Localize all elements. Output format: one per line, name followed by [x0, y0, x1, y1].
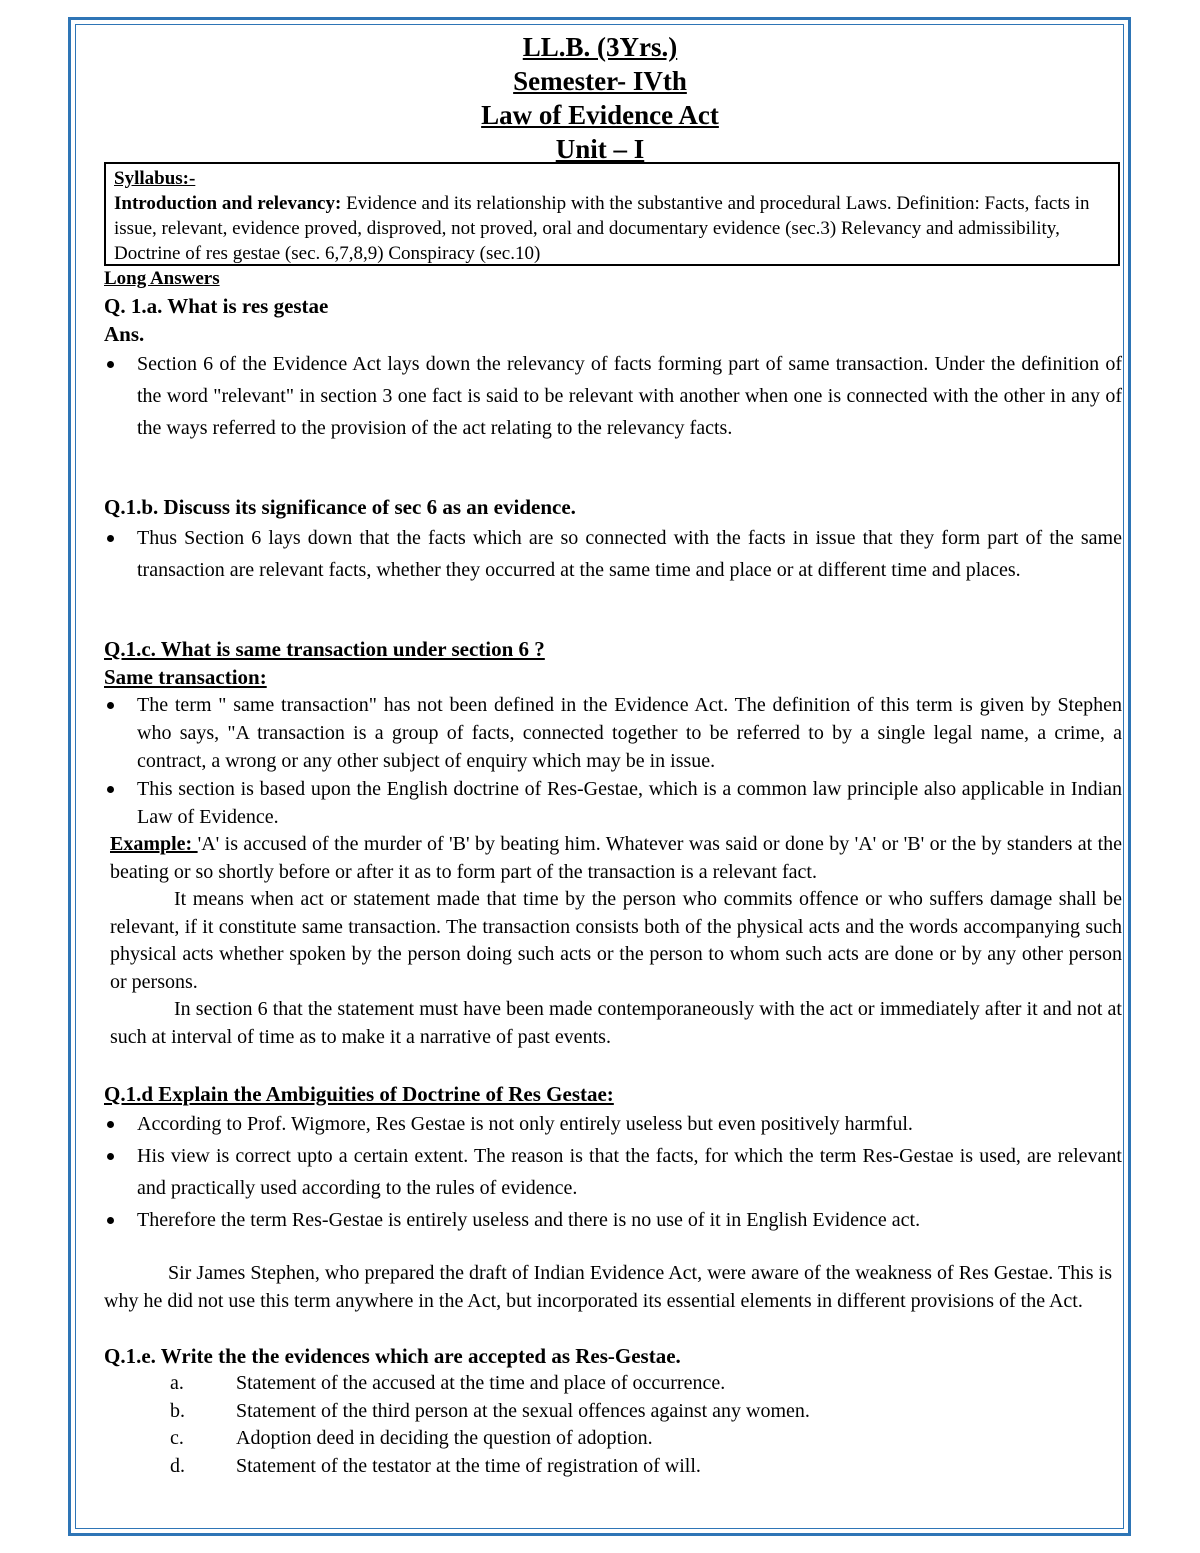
unit-title: Unit – I	[555, 134, 645, 164]
list-item: Therefore the term Res-Gestae is entirely useless and there is no use of it in English Evidence act.	[104, 1204, 1122, 1236]
list-item: According to Prof. Wigmore, Res Gestae is not only entirely useless but even positively harmful.	[104, 1108, 1122, 1140]
question-1c: Q.1.c. What is same transaction under section 6 ?	[104, 637, 545, 661]
semester-title: Semester- IVth	[513, 66, 687, 96]
document-header	[0, 30, 1200, 166]
section-q1a	[104, 266, 1122, 444]
section-q1b	[104, 492, 1122, 586]
example-label: Example:	[110, 833, 198, 855]
question-1a: Q. 1.a. What is res gestae	[104, 294, 329, 318]
q1e-list	[104, 1370, 1122, 1480]
list-item: b. Statement of the third person at the sexual offences against any women.	[170, 1399, 810, 1422]
q1c-bullets	[104, 691, 1122, 831]
syllabus-body	[114, 191, 1110, 266]
q1a-bullets	[104, 348, 1122, 444]
paragraph: It means when act or statement made that time by the person who commits offence or who suffers damage shall be relevant, if it constitute same transaction. The transaction consists both of the physical acts and the words accompanying such physical acts whether spoken by the person doing such acts or the person to whom such acts are done or by any other person or persons.	[110, 888, 1122, 993]
paragraph: In section 6 that the statement must have been made contemporaneously with the act or immediately after it and not at such at interval of time as to make it a narrative of past events.	[110, 998, 1122, 1048]
syllabus-title: Syllabus:-	[114, 168, 196, 189]
q1d-bullets	[104, 1108, 1122, 1236]
list-item: d. Statement of the testator at the time of registration of will.	[170, 1454, 701, 1477]
list-item: a. Statement of the accused at the time and place of occurrence.	[170, 1372, 726, 1394]
syllabus-text: Evidence and its relationship with the substantive and procedural Laws. Definition: Facts, facts in issue, relevant, evidence proved, disproved, not proved, oral and documentary evidence (sec.3) Relevancy and admissibility, Doctrine of res gestae (sec. 6,7,8,9) Conspiracy (sec.10)	[114, 193, 1090, 264]
example-text: 'A' is accused of the murder of 'B' by beating him. Whatever was said or done by 'A' or 'B' or the by standers at the beating or so shortly before or after it as to form part of the transaction is a relevant fact.	[110, 833, 1122, 883]
course-title: LL.B. (3Yrs.)	[522, 32, 678, 62]
section-q1c	[104, 635, 1122, 1051]
section-q1e	[104, 1342, 1122, 1480]
paragraph: Sir James Stephen, who prepared the draft of Indian Evidence Act, were aware of the weakness of Res Gestae. This is why he did not use this term anywhere in the Act, but incorporated its essential elements in different provisions of the Act.	[104, 1262, 1112, 1312]
list-item: This section is based upon the English doctrine of Res-Gestae, which is a common law principle also applicable in Indian Law of Evidence.	[104, 775, 1122, 831]
same-transaction-heading: Same transaction:	[104, 665, 267, 689]
answer-label: Ans.	[104, 322, 145, 346]
long-answers-heading: Long Answers	[104, 268, 220, 289]
list-item: Section 6 of the Evidence Act lays down the relevancy of facts forming part of same transaction. Under the definition of the word "relevant" in section 3 one fact is said to be relevant with another when one is connected with the other in any of the ways referred to the provision of the act relating to the relevancy facts.	[104, 348, 1122, 444]
subject-title: Law of Evidence Act	[481, 100, 719, 130]
list-item: The term " same transaction" has not been defined in the Evidence Act. The definition of this term is given by Stephen who says, "A transaction is a group of facts, connected together to be referred to by a single legal name, a crime, a contract, a wrong or any other subject of enquiry which may be in issue.	[104, 691, 1122, 775]
example-paragraph	[104, 831, 1122, 886]
q1b-bullets	[104, 522, 1122, 586]
syllabus-heading: Introduction and relevancy:	[114, 193, 342, 214]
list-item: c. Adoption deed in deciding the question of adoption.	[170, 1427, 653, 1449]
syllabus-box	[104, 162, 1120, 266]
question-1b: Q.1.b. Discuss its significance of sec 6 as an evidence.	[104, 495, 576, 519]
question-1e: Q.1.e. Write the the evidences which are accepted as Res-Gestae.	[104, 1344, 681, 1368]
section-q1d	[104, 1080, 1122, 1315]
list-item: His view is correct upto a certain extent. The reason is that the facts, for which the term Res-Gestae is used, are relevant and practically used according to the rules of evidence.	[104, 1140, 1122, 1204]
list-item: Thus Section 6 lays down that the facts which are so connected with the facts in issue that they form part of the same transaction are relevant facts, whether they occurred at the same time and place or at different time and places.	[104, 522, 1122, 586]
question-1d: Q.1.d Explain the Ambiguities of Doctrine of Res Gestae:	[104, 1082, 614, 1106]
